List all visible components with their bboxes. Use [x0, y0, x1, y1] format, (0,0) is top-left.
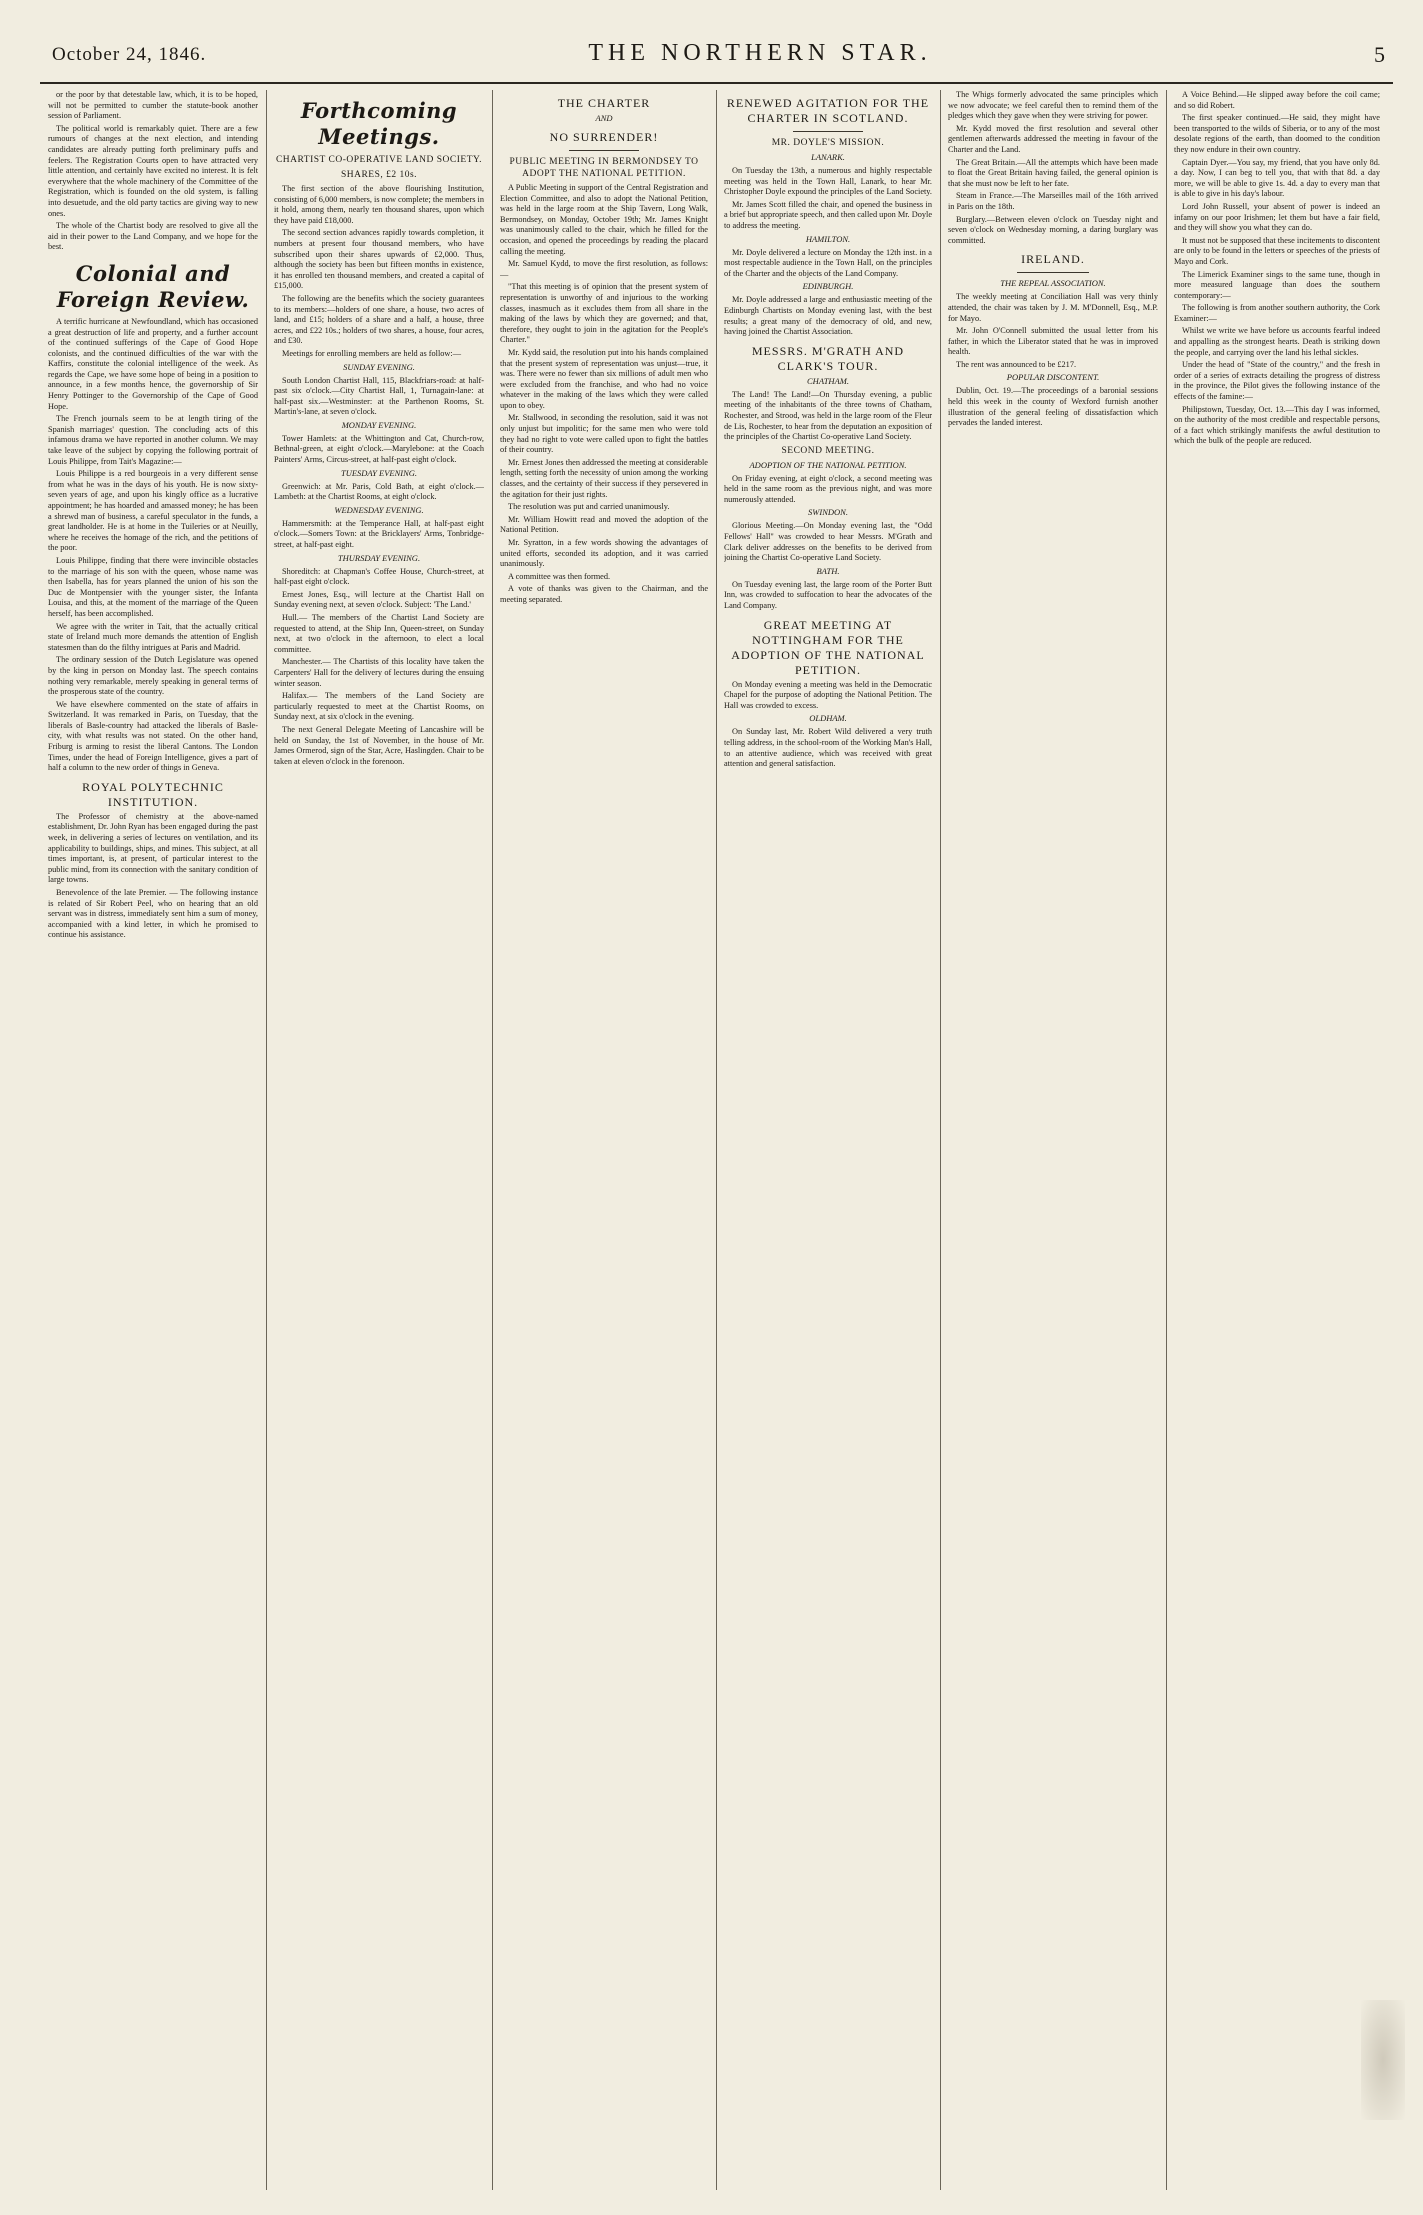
section-heading: Forthcoming Meetings. [300, 98, 458, 149]
paragraph: Halifax.— The members of the Land Society are particularly requested to meet at the Chartist Rooms, on Sunday next, at six o'clock in the evening. [274, 691, 484, 722]
dateline: THURSDAY EVENING. [337, 552, 421, 563]
paragraph: Tower Hamlets: at the Whittington and Cat, Church-row, Bethnal-green, at eight o'clock.—Marylebone: at the Coach Painters' Arms, Circus-street, at half-past eight o'clock. [274, 433, 484, 465]
paragraph: Meetings for enrolling members are held as follow:— [282, 348, 462, 358]
paragraph: Under the head of "State of the country," and the fresh in order of a series of extracts detailing the progress of distress in the province, the Pilot gives the following instance of the effects of the famine:— [1174, 360, 1380, 402]
paragraph: Mr. John O'Connell submitted the usual letter from his father, in which the Liberator stated that he was in improved health. [948, 326, 1158, 357]
dateline: CHATHAM. [807, 375, 849, 386]
article-subheading: SHARES, £2 10s. [340, 170, 418, 180]
paragraph: Mr. Ernest Jones then addressed the meeting at considerable length, setting forth the necessity of union among the working classes, and the certainty of their success if they persevered in the agitation for their just rights. [500, 457, 708, 499]
paragraph: A committee was then formed. [508, 571, 611, 581]
article-headline: MESSRS. M'GRATH AND CLARK'S TOUR. [751, 343, 905, 373]
paragraph: Mr. Kydd moved the first resolution and several other gentlemen afterwards addressed the meeting in favour of the Charter and the Land. [948, 123, 1158, 154]
paragraph: Hammersmith: at the Temperance Hall, at half-past eight o'clock.—Somers Town: at the Bricklayers' Arms, Tonbridge-street, at half-past eight. [274, 518, 484, 550]
paragraph: The following are the benefits which the society guarantees to its members:—holders of one share, a house, two acres of land, and £15; holders of a share and a half, a house, three acres, and £22 10s.; holders of two shares, a house, four acres, and £30. [274, 293, 484, 346]
paragraph: The political world is remarkably quiet. There are a few rumours of changes at the next election, and intending candidates are already putting forth preliminary puffs and feelers. The Registration Courts open to have attracted very little attention, and certainly have excited no interest. It is felt everywhere that the whole machinery of the Committee of the Registration, which is founded on the old system, is falling into desuetude, and the old party tactics are giving way to new ones. [48, 123, 258, 218]
paragraph: Ernest Jones, Esq., will lecture at the Chartist Hall on Sunday evening next, at seven o'clock. Subject: 'The Land.' [274, 589, 484, 610]
paragraph: Glorious Meeting.—On Monday evening last, the "Odd Fellows' Hall" was crowded to hear Messrs. M'Grath and Clark deliver addresses on the benefits to be derived from joining the Chartist Co-operative Land Society. [724, 521, 932, 563]
issue-date: October 24, 1846. [52, 44, 207, 65]
paragraph: or the poor by that detestable law, which, it is to be hoped, will not be permitted to cumber the statute-book another session of Parliament. [48, 90, 258, 121]
dateline: POPULAR DISCONTENT. [1006, 372, 1100, 383]
column-5 [948, 90, 1158, 2190]
paragraph: South London Chartist Hall, 115, Blackfriars-road: at half-past six o'clock.—City Chartist Hall, 1, Turnagain-lane: at half-past six.—Westminster: at the Parthenon Rooms, St. Martin's-lane, at seven o'clock. [274, 375, 484, 417]
paragraph: Lord John Russell, your absent of power is indeed an infamy on our poor Irishmen; let them but have a fair field, and they will show you what they can do. [1174, 201, 1380, 233]
dateline: AND [595, 113, 613, 123]
paragraph: Greenwich: at Mr. Paris, Cold Bath, at eight o'clock.—Lambeth: at the Chartist Rooms, at eight o'clock. [274, 481, 484, 502]
dateline: TUESDAY EVENING. [340, 467, 418, 478]
paragraph: Louis Philippe, finding that there were invincible obstacles to the marriage of his son with the queen, whose name was then Isabella, has for years planned the union of his son the Duc de Montpensier with the younger sister, the Infanta Louisa, and this, at the moment of the marriage of the Queen herself, has been accomplished. [48, 555, 258, 618]
column-rule [1166, 90, 1167, 2190]
paragraph: Dublin, Oct. 19.—The proceedings of a baronial sessions held this week in the county of Wexford furnish another illustration of the general feeling of dissatisfaction which pervades the landed interest. [948, 386, 1158, 428]
paragraph: The Professor of chemistry at the above-named establishment, Dr. John Ryan has been engaged during the past week, in delivering a series of lectures on ventilation, and its applicability to buildings, ships, and mines. This subject, at all times important, is, at present, of particular interest to the public mind, from its connection with the sanitary condition of large towns. [48, 811, 258, 885]
paragraph: Mr. Kydd said, the resolution put into his hands complained that the present system of representation was unjust—true, it was. There were no fewer than six millions of adult men who were excluded from the franchise, and who had no voice whatever in the making of the laws which they were called upon to obey. [500, 347, 708, 410]
dateline: OLDHAM. [809, 713, 847, 724]
dateline: ADOPTION OF THE NATIONAL PETITION. [749, 459, 907, 470]
dateline: WEDNESDAY EVENING. [334, 504, 424, 515]
section-divider [793, 131, 864, 132]
paragraph: Steam in France.—The Marseilles mail of the 16th arrived in Paris on the 18th. [948, 191, 1158, 211]
paragraph: The Limerick Examiner sings to the same tune, though in more measured language than does the southern contemporary:— [1174, 269, 1380, 300]
paragraph: Mr. Doyle addressed a large and enthusiastic meeting of the Edinburgh Chartists on Monday evening last, with the best results; a great many of the democracy of old, and new, having joined the Chartist Association. [724, 295, 932, 337]
masthead [40, 38, 1393, 84]
paragraph: The resolution was put and carried unanimously. [508, 502, 670, 512]
paragraph: The second section advances rapidly towards completion, it numbers at present four thousand members, who have subscribed upon their shares upwards of £2,000. Thus, although the society has been but fifteen months in existence, it has enrolled ten thousand members, and created a capital of £15,000. [274, 228, 484, 291]
paragraph: The ordinary session of the Dutch Legislature was opened by the king in person on Monday last. The speech contains nothing very remarkable, merely speaking in general terms of the prosperous state of the country. [48, 655, 258, 697]
section-heading: Colonial and Foreign Review. [56, 260, 250, 312]
article-subheading: CHARTIST CO-OPERATIVE LAND SOCIETY. [275, 155, 483, 165]
paragraph: Mr. Doyle delivered a lecture on Monday the 12th inst. in a most respectable audience in the Town Hall, on the principles of the Charter and the objects of the Land Company. [724, 247, 932, 278]
paragraph: The whole of the Chartist body are resolved to give all the aid in their power to the Land Company, and we hope for the best. [48, 221, 258, 252]
article-subheading: SECOND MEETING. [781, 445, 875, 456]
section-divider [1017, 272, 1088, 273]
column-2 [274, 90, 484, 2190]
article-headline: THE CHARTER [557, 96, 651, 110]
page-number: 5 [1374, 42, 1385, 67]
paragraph: Benevolence of the late Premier. — The following instance is related of Sir Robert Peel, who on hearing that an old servant was in distress, immediately sent him a sum of money, accompanied with a kind letter, in which he promised to continue his assistance. [48, 888, 258, 940]
paragraph: The first speaker continued.—He said, they might have been transported to the wilds of Siberia, or to any of the most desolate regions of the earth, than doomed to the condition they now endure in their own country. [1174, 113, 1380, 154]
column-3 [500, 90, 708, 2190]
paragraph: A terrific hurricane at Newfoundland, which has occasioned a great destruction of life and property, and a further account of the continued sufferings of the Cape of Good Hope colonists, and the continued difficulties of the war with the Kaffirs, constitute the colonial intelligence of the week. As regards the Cape, we have some hope of being in a position to announce, in a few months hence, the governorship of Sir Henry Pottinger to the Governorship of the Cape of Good Hope. [48, 316, 258, 411]
column-rule [716, 90, 717, 2190]
article-headline: RENEWED AGITATION FOR THE CHARTER IN SCOTLAND. [726, 96, 930, 125]
paragraph: On Tuesday evening last, the large room of the Porter Butt Inn, was crowded to suffocation to hear the advocates of the Land Company. [724, 579, 932, 611]
newspaper-title: THE NORTHERN STAR. [588, 40, 932, 66]
paragraph: Mr. Samuel Kydd, to move the first resolution, as follows:— [500, 259, 708, 279]
dateline: BATH. [816, 565, 840, 576]
dateline: SUNDAY EVENING. [343, 361, 415, 372]
paragraph: Mr. Syratton, in a few words showing the advantages of united efforts, seconded its adoption, and it was carried unanimously. [500, 538, 708, 569]
column-6 [1174, 90, 1380, 2190]
paragraph: The Land! The Land!—On Thursday evening, a public meeting of the inhabitants of the three towns of Chatham, Rochester, and Strood, was held in the large room of the Fleur de Lis, Rochester, to hear from the deputation an exposition of the principles of the Chartist Co-operative Land Society. [724, 389, 932, 442]
paragraph: Whilst we write we have before us accounts fearful indeed and appalling as the strongest hearts. Death is striking down the people, and carrying over the land his lethal sickles. [1174, 326, 1380, 357]
paragraph: Hull.— The members of the Chartist Land Society are requested to attend, at the Ship Inn, Queen-street, on Sunday next, at two o'clock in the afternoon, to elect a local committee. [274, 613, 484, 654]
paragraph: The first section of the above flourishing Institution, consisting of 6,000 members, is now complete; the members in it hold, among them, nearly ten thousand shares, upon which they have paid £18,000. [274, 184, 484, 225]
dateline: THE REPEAL ASSOCIATION. [1000, 278, 1106, 289]
paragraph: We agree with the writer in Tait, that the actually critical state of Ireland much more demands the attention of English statesmen than do the filthy intrigues at Paris and Madrid. [48, 621, 258, 652]
paragraph: A Public Meeting in support of the Central Registration and Election Committee, and also to adopt the National Petition, was held in the large room at the Ship Tavern, Long Walk, Bermondsey, on Monday, October 19th; Mr. James Knight was unanimously called to the chair, which he filled for the occasion, and opened the proceedings by reading the placard calling the meeting. [500, 183, 708, 256]
paragraph: Philipstown, Tuesday, Oct. 13.—This day I was informed, on the authority of the most credible and respectable persons, of a fact which strikingly manifests the awful destitution to which the bulk of the people are reduced. [1174, 404, 1380, 446]
column-rule [266, 90, 267, 2190]
paragraph: The rent was announced to be £217. [956, 359, 1077, 369]
paragraph: "That this meeting is of opinion that the present system of representation is unworthy of and injurious to the working classes, inasmuch as it excludes them from all share in the making of the laws by which they are governed; and that, therefore, they ought to join in the agitation for the People's Charter." [500, 282, 708, 345]
column-rule [492, 90, 493, 2190]
article-headline: ROYAL POLYTECHNIC INSTITUTION. [82, 779, 224, 809]
paragraph: On Friday evening, at eight o'clock, a second meeting was held in the same room as the previous night, and was more numerously attended. [724, 473, 932, 504]
article-subheading: MR. DOYLE'S MISSION. [771, 138, 885, 148]
column-4 [724, 90, 932, 2190]
column-rule [940, 90, 941, 2190]
paragraph: It must not be supposed that these incitements to discontent are only to be found in the letters or speeches of the priests of Mayo and Cork. [1174, 235, 1380, 266]
column-1 [48, 90, 258, 2190]
paragraph: Captain Dyer.—You say, my friend, that you have only 8d. a day. Now, I can beg to tell you, that with that 8d. a day more, we will be able to give 1s. 4d. a day to every man that is able to give in his day's labour. [1174, 157, 1380, 199]
paragraph: The following is from another southern authority, the Cork Examiner:— [1174, 303, 1380, 323]
paragraph: The next General Delegate Meeting of Lancashire will be held on Sunday, the 1st of November, in the house of Mr. James Ormerod, sign of the Star, Acre, Haslingden. Chair to be taken at eleven o'clock in the forenoon. [274, 724, 484, 766]
page-stain [1361, 2000, 1405, 2120]
paragraph: The Great Britain.—All the attempts which have been made to float the Great Britain having failed, the general opinion is that she must now be left to her fate. [948, 157, 1158, 188]
article-headline: GREAT MEETING AT NOTTINGHAM FOR THE ADOPTION OF THE NATIONAL PETITION. [731, 617, 925, 677]
dateline: MONDAY EVENING. [341, 419, 417, 430]
paragraph: A Voice Behind.—He slipped away before the coil came; and so did Robert. [1174, 90, 1380, 110]
paragraph: Mr. William Howitt read and moved the adoption of the National Petition. [500, 514, 708, 535]
paragraph: On Tuesday the 13th, a numerous and highly respectable meeting was held in the Town Hall, Lanark, to hear Mr. Christopher Doyle expound the principles of the Land Society. [724, 166, 932, 197]
paragraph: Manchester.— The Chartists of this locality have taken the Carpenters' Hall for the delivery of lectures during the ensuing winter season. [274, 657, 484, 688]
paragraph: The French journals seem to be at length tiring of the Spanish marriages' question. The concluding acts of this infamous drama we have reported in another column. We may take leave of the subject by copying the following portrait of Louis Philippe, from Tait's Magazine:— [48, 414, 258, 466]
columns-container [48, 90, 1388, 2190]
paragraph: On Sunday last, Mr. Robert Wild delivered a very truth telling address, in the school-room of the Working Man's Hall, to an attentive audience, which was received with great attention and general satisfaction. [724, 727, 932, 769]
section-divider [569, 150, 640, 151]
article-headline: NO SURRENDER! [549, 130, 659, 144]
paragraph: Mr. James Scott filled the chair, and opened the business in a brief but appropriate speech, and then called upon Mr. Doyle to address the meeting. [724, 199, 932, 230]
dateline: LANARK. [811, 152, 845, 162]
paragraph: On Monday evening a meeting was held in the Democratic Chapel for the purpose of adopting the National Petition. The Hall was crowded to excess. [724, 679, 932, 710]
paragraph: Louis Philippe is a red bourgeois in a very different sense from what he was in the days of his youth. He is now sixty-seven years of age, and upon his kingly office as a lucrative appointment; he has hoarded and amassed money; he has been a shrewd man of business, a careful speculator in the funds, a great landholder. He is at home in the Tuileries or at Neuilly, where he receives the homage of the rich, and the petitions of the poor. [48, 469, 258, 553]
paragraph: Mr. Stallwood, in seconding the resolution, said it was not only unjust but impolitic; for the same men who were told they had no right to vote were called upon to fight the battles of their country. [500, 413, 708, 455]
dateline: HAMILTON. [805, 233, 851, 244]
paragraph: We have elsewhere commented on the state of affairs in Switzerland. It was remarked in Paris, on Tuesday, that the liberals of Basle-country had attacked the liberals of Basle-city, with what results was not stated. On the other hand, Friburg is arming to resist the liberal Cantons. The London Times, under the head of Foreign Intelligence, gives a part of half a column to the new order of things in Geneva. [48, 699, 258, 773]
paragraph: Burglary.—Between eleven o'clock on Tuesday night and seven o'clock on Wednesday morning, a daring burglary was committed. [948, 214, 1158, 245]
paragraph: The weekly meeting at Conciliation Hall was very thinly attended, the chair was taken by J. M. M'Donnell, Esq., M.P. for Mayo. [948, 292, 1158, 323]
dateline: EDINBURGH. [802, 281, 854, 292]
paragraph: The Whigs formerly advocated the same principles which we now advocate; we feel careful then to remind them of the pledges which they gave when they were striving for power. [948, 90, 1158, 121]
article-subheading: PUBLIC MEETING IN BERMONDSEY TO ADOPT THE NATIONAL PETITION. [509, 157, 699, 179]
article-headline: IRELAND. [1021, 252, 1085, 267]
dateline: SWINDON. [808, 507, 848, 518]
paragraph: A vote of thanks was given to the Chairman, and the meeting separated. [500, 584, 708, 604]
paragraph: Shoreditch: at Chapman's Coffee House, Church-street, at half-past eight o'clock. [274, 566, 484, 587]
